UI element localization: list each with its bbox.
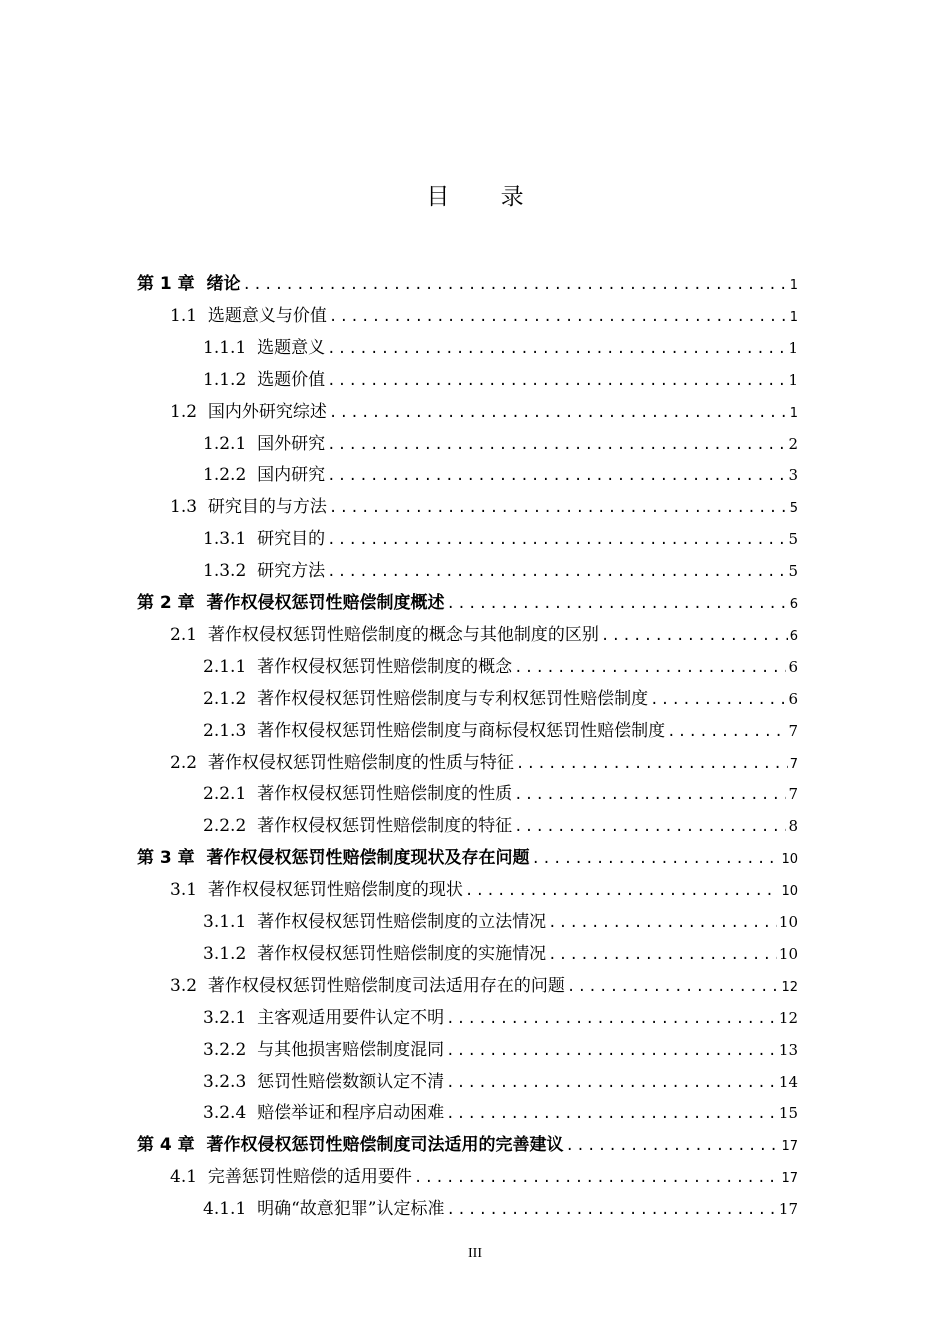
toc-entry-number: 1.1.1 — [203, 337, 258, 358]
toc-dot-leader — [548, 907, 777, 939]
toc-entry-number: 4.1.1 — [203, 1199, 258, 1220]
toc-dot-leader — [329, 301, 788, 333]
toc-entry-number: 3.1.1 — [203, 912, 258, 932]
toc-entry[interactable] — [203, 715, 798, 747]
toc-entry[interactable] — [203, 428, 798, 460]
toc-entry-label: 著作权侵权惩罚性赔偿制度的现状 — [207, 880, 463, 901]
toc-entry-label: 著作权侵权惩罚性赔偿制度司法适用存在的问题 — [207, 975, 565, 996]
toc-entry-page: 7 — [789, 756, 798, 772]
toc-dot-leader — [447, 588, 788, 620]
toc-entry-page: 2 — [788, 434, 798, 453]
toc-entry-number: 1.2.1 — [203, 433, 258, 454]
toc-entry-number: 2.1 — [170, 624, 208, 645]
toc-dot-leader — [446, 1035, 777, 1067]
toc-entry[interactable] — [203, 332, 798, 364]
toc-entry-number: 1.3.1 — [203, 529, 258, 550]
toc-entry-label: 研究目的与方法 — [207, 497, 327, 518]
toc-entry-number: 第 2 章 — [137, 593, 207, 613]
toc-entry-label: 著作权侵权惩罚性赔偿制度现状及存在问题 — [206, 848, 530, 869]
toc-dot-leader — [446, 1003, 777, 1035]
toc-entry-label: 著作权侵权惩罚性赔偿制度司法适用的完善建议 — [206, 1135, 564, 1156]
toc-entry-page: 13 — [778, 1040, 798, 1059]
toc-entry-label: 著作权侵权惩罚性赔偿制度的实施情况 — [257, 943, 547, 964]
toc-entry-page: 10 — [781, 852, 798, 868]
toc-entry-number: 3.2.2 — [203, 1039, 258, 1060]
toc-entry-page: 10 — [781, 884, 798, 900]
toc-entry-label: 与其他损害赔偿制度混同 — [257, 1039, 445, 1060]
toc-entry-label: 著作权侵权惩罚性赔偿制度的性质 — [257, 784, 513, 805]
toc-entry-page: 10 — [778, 913, 798, 931]
toc-entry[interactable] — [203, 938, 798, 970]
toc-entry-number: 3.1.2 — [203, 943, 258, 964]
toc-entry-page: 5 — [788, 562, 798, 581]
toc-dot-leader — [601, 620, 788, 652]
toc-entry[interactable] — [203, 906, 798, 938]
toc-entry-number: 3.2.1 — [203, 1007, 258, 1028]
toc-entry-label: 选题意义 — [257, 337, 326, 358]
toc-entry-page: 7 — [788, 785, 798, 804]
toc-entry-label: 完善惩罚性赔偿的适用要件 — [207, 1167, 412, 1188]
toc-entry[interactable] — [203, 1066, 798, 1098]
toc-entry-number: 1.2 — [170, 401, 208, 422]
toc-entry-label: 选题意义与价值 — [207, 305, 327, 326]
toc-entry-label: 明确“故意犯罪”认定标准 — [257, 1199, 445, 1220]
toc-entry-label: 著作权侵权惩罚性赔偿制度与商标侵权惩罚性赔偿制度 — [257, 720, 666, 741]
toc-entry-number: 4.1 — [170, 1167, 208, 1188]
toc-entry-page: 14 — [778, 1072, 798, 1091]
toc-entry-label: 著作权侵权惩罚性赔偿制度与专利权惩罚性赔偿制度 — [257, 688, 649, 709]
toc-entry-number: 第 1 章 — [137, 274, 207, 294]
toc-entry-number: 1.3 — [170, 497, 208, 518]
toc-dot-leader — [567, 971, 780, 1003]
toc-entry-label: 著作权侵权惩罚性赔偿制度的性质与特征 — [207, 752, 514, 773]
toc-entry-number: 2.2.1 — [203, 784, 258, 805]
toc-entry-label: 国外研究 — [257, 433, 326, 454]
toc-entry[interactable] — [203, 1097, 798, 1129]
toc-entry-page: 8 — [788, 817, 798, 836]
toc-entry[interactable] — [170, 874, 798, 906]
toc-entry-number: 2.2.2 — [203, 816, 258, 837]
toc-entry[interactable] — [203, 810, 798, 842]
toc-entry-label: 著作权侵权惩罚性赔偿制度的概念与其他制度的区别 — [207, 624, 599, 645]
toc-dot-leader — [667, 716, 786, 748]
toc-entry-page: 17 — [778, 1200, 798, 1219]
toc-entry[interactable] — [137, 587, 798, 619]
toc-entry-page: 12 — [778, 1008, 798, 1027]
toc-entry-number: 2.1.3 — [203, 720, 258, 741]
toc-entry-page: 5 — [788, 530, 798, 549]
toc-dot-leader — [327, 556, 786, 588]
toc-entry-label: 著作权侵权惩罚性赔偿制度的立法情况 — [257, 912, 547, 932]
toc-entry[interactable] — [203, 683, 798, 715]
toc-entry[interactable] — [137, 842, 798, 874]
page-number: III — [468, 1246, 482, 1261]
toc-entry-number: 2.1.2 — [203, 688, 258, 709]
toc-entry-number: 3.2.4 — [203, 1103, 258, 1124]
toc-entry[interactable] — [170, 747, 798, 779]
toc-entry-number: 第 3 章 — [137, 848, 207, 869]
toc-dot-leader — [514, 811, 786, 843]
toc-entry-page: 5 — [789, 501, 798, 517]
toc-entry-label: 研究目的 — [257, 529, 326, 550]
toc-entry-label: 主客观适用要件认定不明 — [257, 1007, 445, 1028]
toc-entry-label: 国内外研究综述 — [207, 401, 327, 422]
toc-dot-leader — [327, 460, 786, 492]
toc-entry[interactable] — [203, 364, 798, 396]
toc-entry-number: 3.1 — [170, 880, 208, 901]
page-title: 目 录 — [426, 184, 546, 210]
toc-entry-number: 第 4 章 — [137, 1135, 207, 1156]
toc-entry-label: 著作权侵权惩罚性赔偿制度的特征 — [257, 816, 513, 837]
toc-entry[interactable] — [203, 1034, 798, 1066]
toc-entry[interactable] — [203, 523, 798, 555]
toc-dot-leader — [414, 1162, 780, 1194]
toc-entry-page: 6 — [789, 597, 798, 612]
toc-entry-label: 赔偿举证和程序启动困难 — [257, 1103, 445, 1124]
toc-entry-page: 1 — [789, 278, 798, 293]
toc-entry[interactable] — [203, 459, 798, 491]
toc-dot-leader — [446, 1194, 776, 1226]
toc-entry-page: 6 — [788, 657, 798, 676]
toc-entry[interactable] — [203, 555, 798, 587]
toc-entry-page: 1 — [789, 309, 798, 325]
toc-dot-leader — [327, 524, 786, 556]
toc-entry-page: 15 — [778, 1104, 798, 1123]
toc-entry[interactable] — [137, 1129, 798, 1161]
toc-entry[interactable] — [137, 268, 798, 300]
toc-entry-label: 研究方法 — [257, 561, 326, 582]
toc-entry-page: 12 — [781, 979, 798, 995]
toc-entry[interactable] — [203, 1193, 798, 1225]
toc-dot-leader — [548, 939, 777, 971]
toc-entry-number: 1.3.2 — [203, 561, 258, 582]
toc-entry[interactable] — [203, 651, 798, 683]
toc-entry-page: 6 — [789, 628, 798, 644]
toc-entry-number: 1.2.2 — [203, 465, 258, 486]
toc-entry-label: 惩罚性赔偿数额认定不清 — [257, 1071, 445, 1092]
toc-dot-leader — [446, 1067, 777, 1099]
toc-entry-label: 著作权侵权惩罚性赔偿制度概述 — [206, 593, 445, 613]
toc-entry-page: 1 — [788, 370, 798, 389]
toc-dot-leader — [514, 779, 786, 811]
toc-dot-leader — [327, 365, 786, 397]
toc-dot-leader — [327, 429, 786, 461]
toc-dot-leader — [446, 1098, 777, 1130]
toc-dot-leader — [329, 492, 788, 524]
toc-entry[interactable] — [203, 778, 798, 810]
toc-entry-page: 17 — [781, 1139, 798, 1155]
toc-dot-leader — [514, 652, 786, 684]
toc-entry-number: 2.2 — [170, 752, 208, 773]
toc-entry-page: 10 — [778, 944, 798, 963]
toc-entry-page: 17 — [781, 1171, 798, 1187]
toc-dot-leader — [327, 333, 786, 365]
toc-entry-label: 绪论 — [206, 274, 241, 294]
toc-entry[interactable] — [170, 491, 798, 523]
toc-entry-number: 3.2.3 — [203, 1071, 258, 1092]
toc-entry[interactable] — [170, 1161, 798, 1193]
toc-entry-number: 2.1.1 — [203, 656, 258, 677]
toc-entry[interactable] — [203, 1002, 798, 1034]
toc-dot-leader — [243, 269, 788, 301]
toc-entry[interactable] — [170, 300, 798, 332]
toc-entry-page: 7 — [788, 721, 798, 740]
toc-entry-page: 3 — [788, 466, 798, 485]
toc-entry-page: 6 — [788, 689, 798, 708]
toc-dot-leader — [516, 748, 788, 780]
toc-dot-leader — [532, 843, 780, 875]
toc-dot-leader — [329, 397, 788, 429]
toc-entry-label: 选题价值 — [257, 369, 326, 390]
toc-dot-leader — [465, 875, 780, 907]
toc-entry[interactable] — [170, 396, 798, 428]
toc-entry-page: 1 — [788, 338, 798, 357]
toc-dot-leader — [650, 684, 786, 716]
toc-entry-number: 1.1 — [170, 305, 208, 326]
toc-dot-leader — [566, 1130, 780, 1162]
toc-entry-number: 1.1.2 — [203, 369, 258, 390]
toc-entry[interactable] — [170, 619, 798, 651]
toc-entry-label: 著作权侵权惩罚性赔偿制度的概念 — [257, 656, 513, 677]
toc-entry[interactable] — [170, 970, 798, 1002]
toc-entry-number: 3.2 — [170, 975, 208, 996]
toc-entry-label: 国内研究 — [257, 465, 326, 486]
toc-entry-page: 1 — [789, 405, 798, 421]
